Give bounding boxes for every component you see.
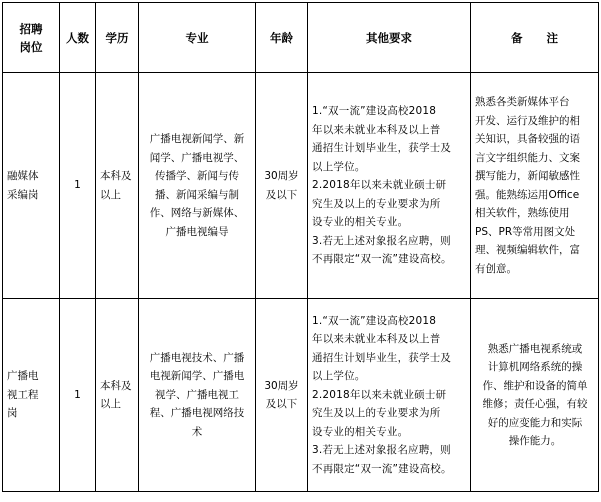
count-cell: 1 [60, 299, 96, 492]
age-cell: 30周岁 及以下 [256, 299, 308, 492]
remark-cell: 熟悉广播电视系统或 计算机网络系统的操 作、维护和设备的简单 维修；责任心强，有较 好的应变能力和实际 操作能力。 [471, 299, 599, 492]
header-count: 人数 [60, 3, 96, 73]
post-cell: 广播电 视工程 岗 [3, 299, 60, 492]
header-other: 其他要求 [308, 3, 471, 73]
header-education: 学历 [96, 3, 139, 73]
count-cell: 1 [60, 73, 96, 299]
header-remark [471, 3, 599, 73]
header-remark-label: 备 注 [510, 30, 568, 45]
table-row [3, 299, 599, 492]
post-cell: 融媒体 采编岗 [3, 73, 60, 299]
education-cell: 本科及 以上 [96, 299, 139, 492]
age-cell: 30周岁 及以下 [256, 73, 308, 299]
header-major: 专业 [139, 3, 256, 73]
header-row [3, 3, 599, 73]
header-age: 年龄 [256, 3, 308, 73]
header-post: 招聘 岗位 [3, 3, 60, 73]
remark-cell: 熟悉各类新媒体平台 开发、运行及维护的相 关知识，具备较强的语 言文字组织能力、文案 撰写能力，新闻敏感性 强。能熟练运用Office 相关软件，熟练使用 PS、PR等常用图文处 理、视频编辑软件，富 有创意。 [471, 73, 599, 299]
major-cell: 广播电视新闻学、新 闻学、广播电视学、 传播学、新闻与传 播、新闻采编与制 作、网络与新媒体、 广播电视编导 [139, 73, 256, 299]
recruitment-table [2, 2, 599, 492]
other-requirements-cell: 1.“双一流”建设高校2018 年以来未就业本科及以上普 通招生计划毕业生，获学士及 以上学位。 2.2018年以来未就业硕士研 究生及以上的专业要求为所 设专业的相关专业。 3.若无上述对象报名应聘，则 不再限定“双一流”建设高校。 [308, 299, 471, 492]
major-cell: 广播电视技术、广播 电视新闻学、广播电 视学、广播电视工 程、广播电视网络技 术 [139, 299, 256, 492]
education-cell: 本科及 以上 [96, 73, 139, 299]
other-requirements-cell: 1.“双一流”建设高校2018 年以来未就业本科及以上普 通招生计划毕业生，获学士及 以上学位。 2.2018年以来未就业硕士研 究生及以上的专业要求为所 设专业的相关专业。 3.若无上述对象报名应聘，则 不再限定“双一流”建设高校。 [308, 73, 471, 299]
table-row [3, 73, 599, 299]
